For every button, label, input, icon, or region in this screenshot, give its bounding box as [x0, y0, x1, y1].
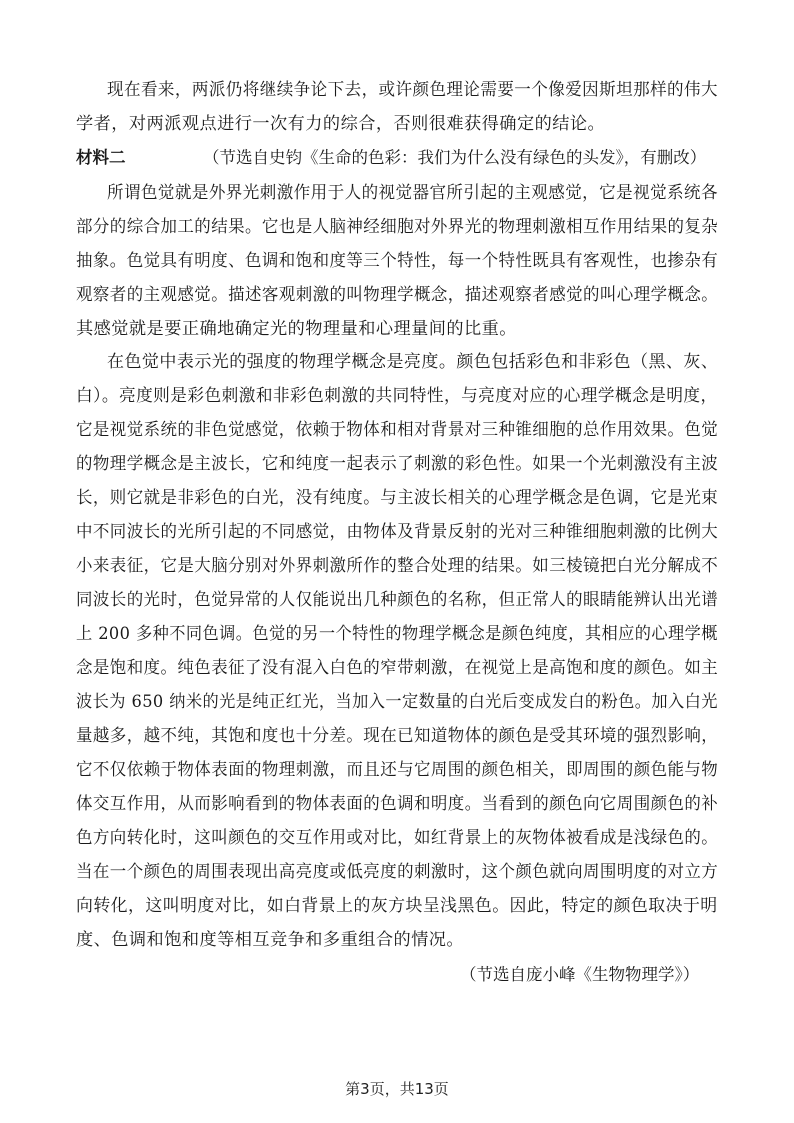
page-number-footer: 第3页，共13页 — [345, 1080, 449, 1098]
text-line: 体交互作用，从而影响看到的物体表面的色调和明度。当看到的颜色向它周围颜色的补 — [76, 794, 719, 814]
text-line: 同波长的光时，色觉异常的人仅能说出几种颜色的名称，但正常人的眼睛能辨认出光谱 — [76, 590, 719, 610]
text-line: 的物理学概念是主波长，它和纯度一起表示了刺激的彩色性。如果一个光刺激没有主波 — [76, 454, 719, 474]
material1-source-citation: （节选自史钧《生命的色彩：我们为什么没有绿色的头发》，有删改） — [203, 148, 707, 167]
text-line: 量越多，越不纯，其饱和度也十分差。现在已知道物体的颜色是受其环境的强烈影响， — [76, 726, 719, 746]
text-line: 它不仅依赖于物体表面的物理刺激，而且还与它周围的颜色相关，即周围的颜色能与物 — [76, 760, 719, 780]
material2-heading: 材料二 — [76, 148, 126, 167]
text-line: 中不同波长的光所引起的不同感觉，由物体及背景反射的光对三种锥细胞刺激的比例大 — [76, 522, 719, 542]
text-line: 它是视觉系统的非色觉感觉，依赖于物体和相对背景对三种锥细胞的总作用效果。色觉 — [76, 420, 719, 440]
text-line: 白）。亮度则是彩色刺激和非彩色刺激的共同特性，与亮度对应的心理学概念是明度， — [76, 386, 718, 406]
material2-source-citation: （节选自庞小峰《生物物理学》） — [460, 965, 700, 984]
text-line: 念是饱和度。纯色表征了没有混入白色的窄带刺激，在视觉上是高饱和度的颜色。如主 — [76, 658, 719, 678]
text-line: 度、色调和饱和度等相互竞争和多重组合的情况。 — [76, 930, 465, 950]
text-line: 长，则它就是非彩色的白光，没有纯度。与主波长相关的心理学概念是色调，它是光束 — [76, 488, 719, 508]
text-line: 其感觉就是要正确地确定光的物理量和心理量间的比重。 — [76, 319, 517, 339]
text-line: 所谓色觉就是外界光刺激作用于人的视觉器官所引起的主观感觉，它是视觉系统各 — [107, 183, 718, 203]
text-line: 现在看来，两派仍将继续争论下去，或许颜色理论需要一个像爱因斯坦那样的伟大 — [107, 80, 718, 100]
text-line: 在色觉中表示光的强度的物理学概念是亮度。颜色包括彩色和非彩色（黑、灰、 — [107, 352, 719, 372]
text-line: 部分的综合加工的结果。它也是人脑神经细胞对外界光的物理刺激相互作用结果的复杂 — [76, 217, 719, 237]
text-line: 小来表征，它是大脑分别对外界刺激所作的整合处理的结果。如三棱镜把白光分解成不 — [76, 556, 719, 576]
text-line: 向转化，这叫明度对比，如白背景上的灰方块呈浅黑色。因此，特定的颜色取决于明 — [76, 896, 718, 916]
text-line: 抽象。色觉具有明度、色调和饱和度等三个特性，每一个特性既具有客观性，也掺杂有 — [76, 251, 719, 271]
text-line: 当在一个颜色的周围表现出高亮度或低亮度的刺激时，这个颜色就向周围明度的对立方 — [76, 862, 719, 882]
text-line: 学者，对两派观点进行一次有力的综合，否则很难获得确定的结论。 — [76, 114, 606, 134]
text-line: 色方向转化时，这叫颜色的交互作用或对比，如红背景上的灰物体被看成是浅绿色的。 — [76, 828, 719, 848]
text-line: 上 200 多种不同色调。色觉的另一个特性的物理学概念是颜色纯度，其相应的心理学概 — [76, 624, 718, 644]
text-line: 波长为 650 纳米的光是纯正红光，当加入一定数量的白光后变成发白的粉色。加入白光 — [76, 692, 718, 712]
text-line: 观察者的主观感觉。描述客观刺激的叫物理学概念，描述观察者感觉的叫心理学概念。 — [76, 285, 719, 305]
